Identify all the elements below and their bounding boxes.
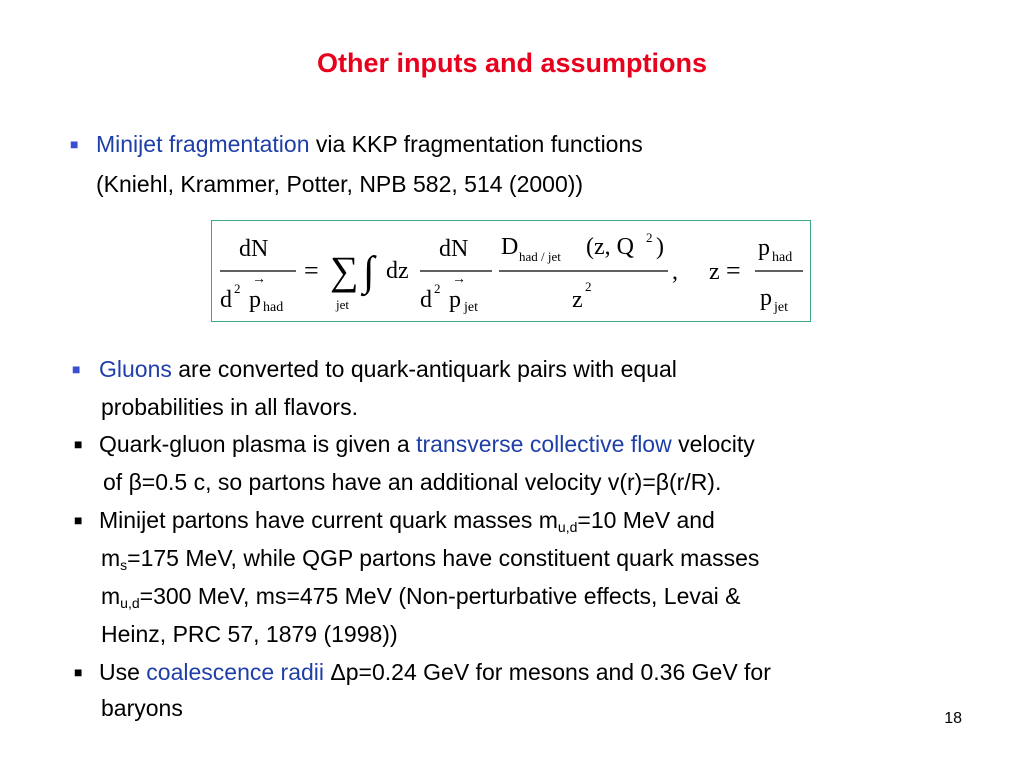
had-jet-subscript: had / jet bbox=[519, 249, 561, 264]
bullet-3-line-1: Quark-gluon plasma is given a transverse collective flow velocity bbox=[99, 431, 755, 457]
page-number: 18 bbox=[944, 710, 962, 727]
formula-comma: , bbox=[672, 259, 678, 285]
z-denominator: z bbox=[572, 287, 583, 313]
z-jet-subscript: jet bbox=[774, 300, 788, 315]
bullet-1-line-1: Minijet fragmentation via KKP fragmentation functions bbox=[96, 131, 643, 157]
jet-subscript: jet bbox=[464, 300, 478, 315]
highlight-minijet-fragmentation: Minijet fragmentation bbox=[96, 131, 310, 157]
lhs-squared: 2 bbox=[234, 281, 241, 296]
sum-jet-subscript: jet bbox=[336, 297, 349, 312]
lhs-d: d bbox=[220, 287, 232, 313]
bullet-4-line-3: $m_{u,d}=300$ MeV, ms=475 MeV (Non-perturbative effects, Levai & bbox=[101, 583, 741, 611]
fragmentation-args: (z, Q bbox=[586, 234, 634, 260]
lhs-vector-arrow: → bbox=[252, 272, 266, 287]
summation-sign: ∑ bbox=[330, 248, 359, 293]
bullet-marker: ■ bbox=[72, 361, 81, 377]
jet-p: p bbox=[449, 287, 461, 313]
z-variable: z bbox=[709, 259, 720, 285]
z-denominator-p: p bbox=[760, 285, 772, 311]
z-had-subscript: had bbox=[772, 250, 793, 265]
bullet-1-line-2: (Kniehl, Krammer, Potter, NPB 582, 514 (2000)) bbox=[96, 171, 584, 197]
fragmentation-formula bbox=[211, 220, 811, 322]
integral-sign: ∫ bbox=[363, 249, 375, 295]
jet-d: d bbox=[420, 287, 432, 313]
highlight-coalescence-radii: coalescence radii bbox=[146, 659, 325, 685]
highlight-transverse-collective-flow: transverse collective flow bbox=[416, 431, 672, 457]
formula-svg bbox=[212, 221, 812, 323]
bullet-2-line-1: Gluons are converted to quark-antiquark pairs with equal bbox=[99, 356, 677, 382]
bullet-2-line-2: probabilities in all flavors. bbox=[101, 394, 358, 420]
jet-squared: 2 bbox=[434, 281, 441, 296]
bullet-marker: ■ bbox=[74, 512, 83, 528]
fragmentation-function-D: D bbox=[501, 234, 519, 260]
highlight-gluons: Gluons bbox=[99, 356, 172, 382]
jet-numerator: dN bbox=[439, 236, 469, 262]
z-squared: 2 bbox=[585, 279, 592, 294]
z-numerator-p: p bbox=[758, 235, 770, 261]
bullet-marker: ■ bbox=[74, 664, 83, 680]
dz: dz bbox=[386, 258, 409, 284]
lhs-p: p bbox=[249, 287, 261, 313]
equals-sign: = bbox=[304, 256, 319, 285]
bullet-5-line-2: baryons bbox=[101, 695, 183, 721]
bullet-4-line-2: $m_s=175$ MeV, while QGP partons have constituent quark masses bbox=[101, 545, 760, 573]
bullet-4-line-1: Minijet partons have current quark masses $m_{u,d}=10$ MeV and bbox=[99, 507, 715, 535]
lhs-numerator: dN bbox=[239, 236, 269, 262]
slide-title: Other inputs and assumptions bbox=[316, 48, 708, 78]
jet-vector-arrow: → bbox=[452, 272, 466, 287]
bullet-3-line-2: of β=0.5 c, so partons have an additional velocity v(r)=β(r/R). bbox=[103, 469, 722, 495]
bullet-4-line-4: Heinz, PRC 57, 1879 (1998)) bbox=[101, 621, 398, 647]
bullet-5-line-1: Use coalescence radii Δp=0.24 GeV for mesons and 0.36 GeV for bbox=[99, 659, 771, 685]
bullet-marker: ■ bbox=[74, 436, 83, 452]
q-squared-exponent: 2 bbox=[646, 230, 653, 245]
z-equals-sign: = bbox=[726, 256, 741, 285]
bullet-marker: ■ bbox=[70, 136, 79, 152]
lhs-had-subscript: had bbox=[263, 300, 284, 315]
args-close-paren: ) bbox=[656, 234, 664, 260]
